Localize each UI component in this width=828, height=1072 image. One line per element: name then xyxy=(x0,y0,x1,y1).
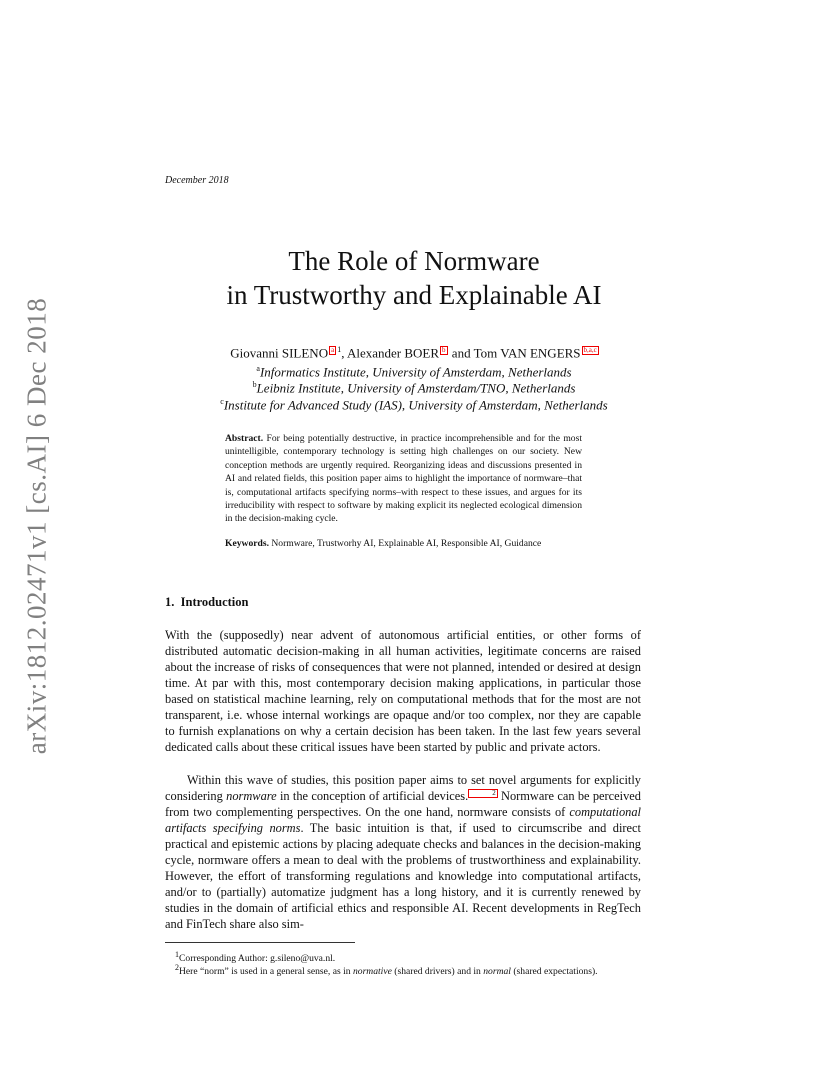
affiliation-mark: c xyxy=(220,397,224,406)
paragraph-1: With the (supposedly) near advent of autonomous artificial entities, or other forms of distributed automatic decision-making in all human activities, legitimate concerns are raised about the increase of risks of consequences that were not planned, intended or desired at design time. At par with this, most contemporary decision making applications, in particular those based on statistical machine learning, rely on computational methods that for the most are not transparent, i.e. whose internal workings are opaque and/or too complex, nor they are capable to furnish explanations on why a certain decision has been taken. In the last few years several dedicated calls about these critical issues have been started by public and private actors. xyxy=(165,628,641,755)
paper-title-line1: The Role of Normware xyxy=(288,246,540,276)
keywords-label: Keywords. xyxy=(225,538,269,549)
paper-title-line2: in Trustworthy and Explainable AI xyxy=(226,280,602,310)
affiliation-text: Institute for Advanced Study (IAS), University of Amsterdam, Netherlands xyxy=(223,397,608,413)
author-list xyxy=(165,342,665,361)
paragraph-text: . The basic intuition is that, if used to circumscribe and direct practical and epistemic actions by placing adequate checks and balances in the decision-making cycle, normware offers a mean to deal with the problems of trustworthiness and explainability. However, the effort of transforming regulations and knowledge into computational artifacts, and/or to (partially) automatize judgment has a long history, and it is currently renewed by studies in the domain of artificial ethics and responsible AI. Recent developments in RegTech and FinTech share also sim- xyxy=(165,821,641,932)
affiliation-text: Informatics Institute, University of Amsterdam, Netherlands xyxy=(259,364,572,380)
abstract-text: For being potentially destructive, in practice incomprehensible and for the most unintelligible, contemporary technology is setting high challenges on our society. New conception methods are urgently required. Reorganizing ideas and discussions presented in AI and related fields, this position paper aims to highlight the importance of normware–that is, computational artifacts specifying norms–with respect to these issues, and argues for its irreducibility with respect to software by making explicit its neglected ecological dimension in the decision-making cycle. xyxy=(225,433,582,525)
footnote-mark: 1 xyxy=(337,345,342,354)
affiliation-link[interactable]: a xyxy=(331,346,335,354)
arxiv-stamp-text: arXiv:1812.02471v1 [cs.AI] 6 Dec 2018 xyxy=(21,297,52,755)
footnote-text: Corresponding Author: g.sileno@uva.nl. xyxy=(179,953,336,965)
keywords xyxy=(225,537,582,550)
footnote-mark: 2 xyxy=(175,963,179,972)
emphasis-text: computational artifacts specifying norms xyxy=(165,805,641,836)
author-name: and Tom VAN ENGERS xyxy=(448,345,581,361)
affiliation-link[interactable]: b xyxy=(442,346,446,354)
section-number: 1. xyxy=(165,595,175,609)
section-heading xyxy=(165,595,248,610)
paragraph-2 xyxy=(165,772,641,932)
footnote-text: (shared drivers) and in xyxy=(391,966,484,978)
footnote-text: (shared expectations). xyxy=(510,966,598,978)
section-title: Introduction xyxy=(180,595,249,609)
footnote-2 xyxy=(175,962,598,978)
author-name: , Alexander BOER xyxy=(341,345,440,361)
paragraph-text: Normware can be perceived from two complementing perspectives. On the one hand, normware consists of xyxy=(165,789,641,820)
abstract xyxy=(225,432,582,526)
footnote-divider xyxy=(165,942,355,943)
affiliation-link[interactable]: b,a,c xyxy=(583,346,597,354)
affiliation-mark: b xyxy=(252,380,257,389)
keywords-text: Normware, Trustworhy AI, Explainable AI, Responsible AI, Guidance xyxy=(268,538,542,549)
author-name: Giovanni SILENO xyxy=(230,345,329,361)
header-date: December 2018 xyxy=(165,175,229,186)
abstract-label: Abstract. xyxy=(225,433,264,444)
emphasis-text: normal xyxy=(483,966,511,978)
emphasis-text: normware xyxy=(226,789,277,804)
footnote-link[interactable]: 2 xyxy=(468,789,498,798)
footnote-mark: 1 xyxy=(175,950,179,959)
paragraph-text: in the conception of artificial devices. xyxy=(276,789,469,804)
affiliation-mark: a xyxy=(256,364,260,373)
paragraph-text: Within this wave of studies, this position paper aims to set novel arguments for explicitly considering xyxy=(165,773,641,804)
affiliation-c xyxy=(0,394,828,413)
footnote-text: Here “norm” is used in a general sense, as in xyxy=(179,966,353,978)
emphasis-text: normative xyxy=(352,966,392,978)
affiliation-text: Leibniz Institute, University of Amsterdam/TNO, Netherlands xyxy=(256,380,576,396)
